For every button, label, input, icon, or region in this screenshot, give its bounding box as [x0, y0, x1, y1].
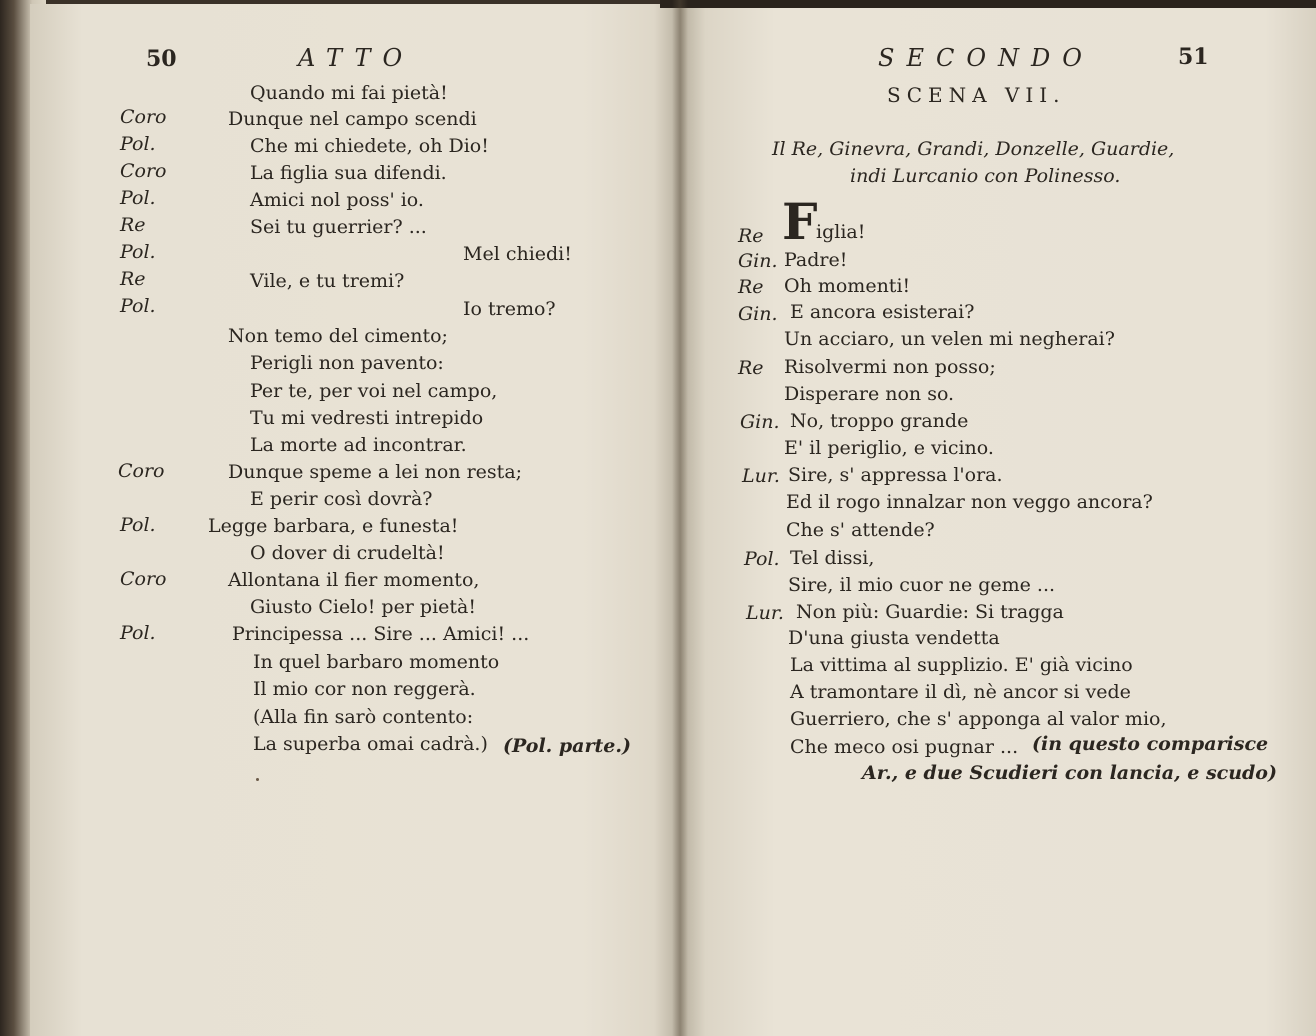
speaker-label: Coro [120, 160, 167, 182]
speaker-label: Pol. [120, 622, 156, 644]
verse-line: Legge barbara, e funesta! [208, 515, 459, 537]
speaker-label: Pol. [120, 241, 156, 263]
speaker-label: Pol. [120, 514, 156, 536]
verse-line: Sire, s' appressa l'ora. [788, 464, 1003, 486]
verse-line: La morte ad incontrar. [250, 434, 467, 456]
verse-line: No, troppo grande [790, 410, 969, 432]
verse-line: Sei tu guerrier? ... [250, 216, 427, 238]
drop-cap: F [782, 192, 818, 251]
verse-line: Quando mi fai pietà! [250, 82, 448, 104]
verse-line: Dunque nel campo scendi [228, 108, 477, 130]
verse-line: Dunque speme a lei non resta; [228, 461, 523, 483]
speaker-label: Pol. [744, 548, 780, 570]
verse-line: (Alla fin sarò contento: [253, 706, 474, 728]
speaker-label: Re [120, 214, 146, 236]
verse-line: Non temo del cimento; [228, 325, 448, 347]
verse-line: Tel dissi, [790, 547, 875, 569]
verse-line: E' il periglio, e vicino. [784, 437, 994, 459]
verse-line: Io tremo? [463, 298, 556, 320]
verse-line: Risolvermi non posso; [784, 356, 996, 378]
verse-line: Padre! [784, 249, 848, 271]
verse-line: Guerriero, che s' apponga al valor mio, [790, 708, 1167, 730]
verse-line: Che meco osi pugnar ... [790, 736, 1019, 758]
page-number-left: 50 [146, 46, 177, 72]
speaker-label: Re [738, 357, 764, 379]
speaker-label: Gin. [738, 250, 778, 272]
speaker-label: Gin. [738, 303, 778, 325]
stage-direction: (Pol. parte.) [503, 735, 631, 757]
stage-direction: (in questo comparisce [1032, 733, 1269, 755]
verse-line: La vittima al supplizio. E' già vicino [790, 654, 1133, 676]
scene-title: SCENA VII. [887, 83, 1066, 107]
speaker-label: Re [738, 225, 764, 247]
verse-line: In quel barbaro momento [253, 651, 500, 673]
verse-line: D'una giusta vendetta [788, 627, 1000, 649]
speaker-label: Pol. [120, 187, 156, 209]
cast-list: Il Re, Ginevra, Grandi, Donzelle, Guardie, [772, 138, 1175, 160]
verse-line: Che mi chiedete, oh Dio! [250, 135, 489, 157]
verse-line: Tu mi vedresti intrepido [250, 407, 484, 429]
verse-line: Disperare non so. [784, 383, 955, 405]
verse-line: La superba omai cadrà.) [253, 733, 488, 755]
running-head-right: SECONDO [878, 44, 1094, 72]
verse-line: Per te, per voi nel campo, [250, 380, 498, 402]
verse-line: Un acciaro, un velen mi negherai? [784, 328, 1115, 350]
verse-line: Sire, il mio cuor ne geme ... [788, 574, 1056, 596]
verse-line: iglia! [816, 221, 866, 243]
stage-direction: Ar., e due Scudieri con lancia, e scudo) [862, 762, 1277, 784]
speaker-label: Pol. [120, 133, 156, 155]
verse-line: Principessa ... Sire ... Amici! ... [232, 623, 530, 645]
verse-line: Perigli non pavento: [250, 352, 444, 374]
verse-line: Che s' attende? [786, 519, 935, 541]
speaker-label: Coro [120, 106, 167, 128]
speaker-label: Gin. [740, 411, 780, 433]
ink-speck [256, 778, 259, 781]
verse-line: E ancora esisterai? [790, 301, 975, 323]
verse-line: O dover di crudeltà! [250, 542, 445, 564]
verse-line: Ed il rogo innalzar non veggo ancora? [786, 491, 1153, 513]
speaker-label: Pol. [120, 295, 156, 317]
verse-line: Giusto Cielo! per pietà! [250, 596, 477, 618]
speaker-label: Re [738, 276, 764, 298]
verse-line: Il mio cor non reggerà. [253, 678, 476, 700]
verse-line: E perir così dovrà? [250, 488, 433, 510]
speaker-label: Lur. [746, 602, 784, 624]
verse-line: Amici nol poss' io. [250, 189, 424, 211]
verse-line: Vile, e tu tremi? [250, 270, 405, 292]
page-number-right: 51 [1178, 44, 1209, 70]
speaker-label: Lur. [742, 465, 780, 487]
speaker-label: Re [120, 268, 146, 290]
verse-line: Allontana il fier momento, [228, 569, 480, 591]
verse-line: Oh momenti! [784, 275, 911, 297]
top-shadow [660, 0, 1316, 8]
cast-list: indi Lurcanio con Polinesso. [850, 165, 1121, 187]
verse-line: Non più: Guardie: Si tragga [796, 601, 1064, 623]
gutter [672, 0, 688, 1036]
verse-line: La figlia sua difendi. [250, 162, 447, 184]
speaker-label: Coro [118, 460, 165, 482]
running-head-left: ATTO [298, 44, 415, 72]
speaker-label: Coro [120, 568, 167, 590]
verse-line: A tramontare il dì, nè ancor si vede [790, 681, 1131, 703]
verse-line: Mel chiedi! [463, 243, 572, 265]
